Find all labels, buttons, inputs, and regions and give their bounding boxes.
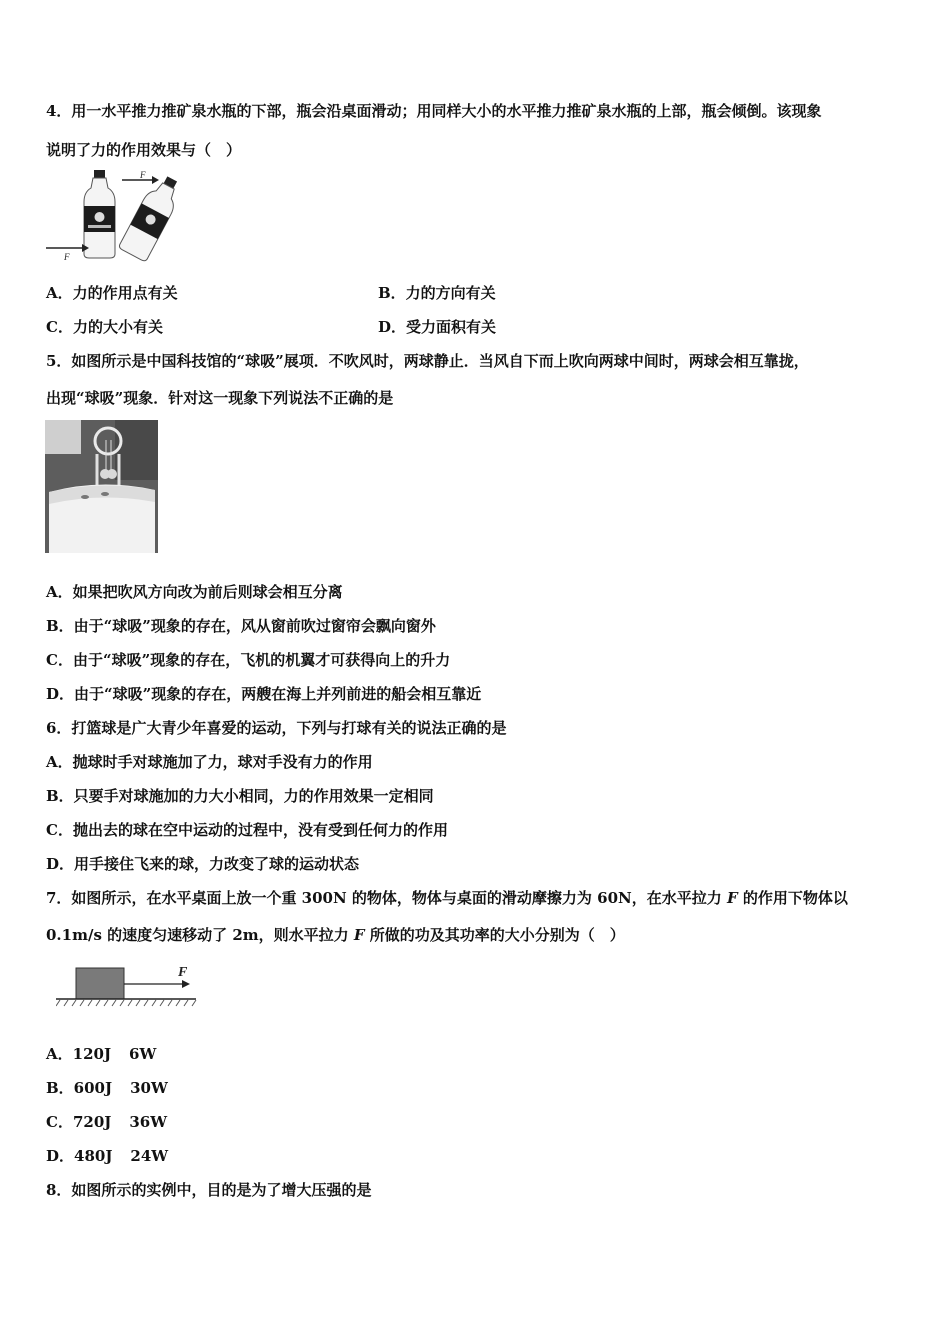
force-arrow-top [122,170,159,184]
q7-option-c-power: 36W [129,1113,168,1131]
q6-option-b[interactable]: B．只要手对球施加的力大小相同，力的作用效果一定相同 [46,787,434,805]
q4-option-c[interactable]: C．力的大小有关 [46,318,163,336]
q7-option-a-power: 6W [129,1045,157,1063]
q7-stem-line2-b: 所做的功及其功率的大小分别为（ ） [364,926,625,944]
q7-option-c-energy: C．720J [46,1113,112,1131]
q6-option-d[interactable]: D．用手接住飞来的球，力改变了球的运动状态 [46,855,360,873]
q5-ball-suction-photo [45,420,158,553]
q7-force-label: F [178,965,188,980]
q7-stem-line1-b: 的作用下物体以 [737,889,848,907]
tilted-bottle [118,172,184,262]
q6-option-a[interactable]: A．抛球时手对球施加了力，球对手没有力的作用 [46,753,373,771]
q5-option-c[interactable]: C．由于“球吸”现象的存在，飞机的机翼才可获得向上的升力 [46,651,451,669]
q7-block-figure [56,962,198,1008]
q4-stem-line1: 4．用一水平推力推矿泉水瓶的下部，瓶会沿桌面滑动；用同样大小的水平推力推矿泉水瓶的上部，瓶会倾倒。该现象 [46,102,822,120]
q7-option-d[interactable] [46,1146,168,1166]
q5-stem-line2: 出现“球吸”现象．针对这一现象下列说法不正确的是 [46,389,394,407]
q5-option-d[interactable]: D．由于“球吸”现象的存在，两艘在海上并列前进的船会相互靠近 [46,685,482,703]
q5-option-b[interactable]: B．由于“球吸”现象的存在，风从窗前吹过窗帘会飘向窗外 [46,617,436,635]
q5-option-a[interactable]: A．如果把吹风方向改为前后则球会相互分离 [46,583,343,601]
q7-var-f-2: F [353,926,365,944]
q4-bottle-figure [44,168,184,262]
q4-option-b[interactable]: B．力的方向有关 [378,284,496,302]
q7-stem-line1 [46,888,848,908]
upright-bottle [84,170,115,258]
q7-option-b[interactable] [46,1078,168,1098]
q7-var-f-1: F [726,889,738,907]
q7-option-d-power: 24W [130,1147,169,1165]
q6-stem: 6．打篮球是广大青少年喜爱的运动，下列与打球有关的说法正确的是 [46,719,507,737]
q7-option-c[interactable] [46,1112,167,1132]
q7-stem-line2 [46,925,625,945]
q7-option-a-energy: A．120J [46,1045,112,1063]
q7-option-b-energy: B．600J [46,1079,113,1097]
q7-stem-line1-a: 7．如图所示，在水平桌面上放一个重 300N 的物体，物体与桌面的滑动摩擦力为 60N，在水平拉力 [46,889,727,907]
q8-stem: 8．如图所示的实例中，目的是为了增大压强的是 [46,1181,372,1199]
q4-option-d[interactable]: D．受力面积有关 [378,318,497,336]
q7-stem-line2-a: 0.1m/s 的速度匀速移动了 2m，则水平拉力 [46,926,354,944]
force-label-top: F [140,170,146,180]
q6-option-c[interactable]: C．抛出去的球在空中运动的过程中，没有受到任何力的作用 [46,821,448,839]
q4-stem-line2: 说明了力的作用效果与（ ） [46,141,242,159]
q7-option-b-power: 30W [130,1079,168,1097]
force-arrow-bottom [46,244,89,262]
q7-option-d-energy: D．480J [46,1147,113,1165]
force-label-bottom: F [64,252,70,262]
q5-stem-line1: 5．如图所示是中国科技馆的“球吸”展项．不吹风时，两球静止．当风自下而上吹向两球中间时，两球会相互靠拢， [46,352,809,370]
q4-option-a[interactable]: A．力的作用点有关 [46,284,178,302]
q7-option-a[interactable] [46,1044,156,1064]
